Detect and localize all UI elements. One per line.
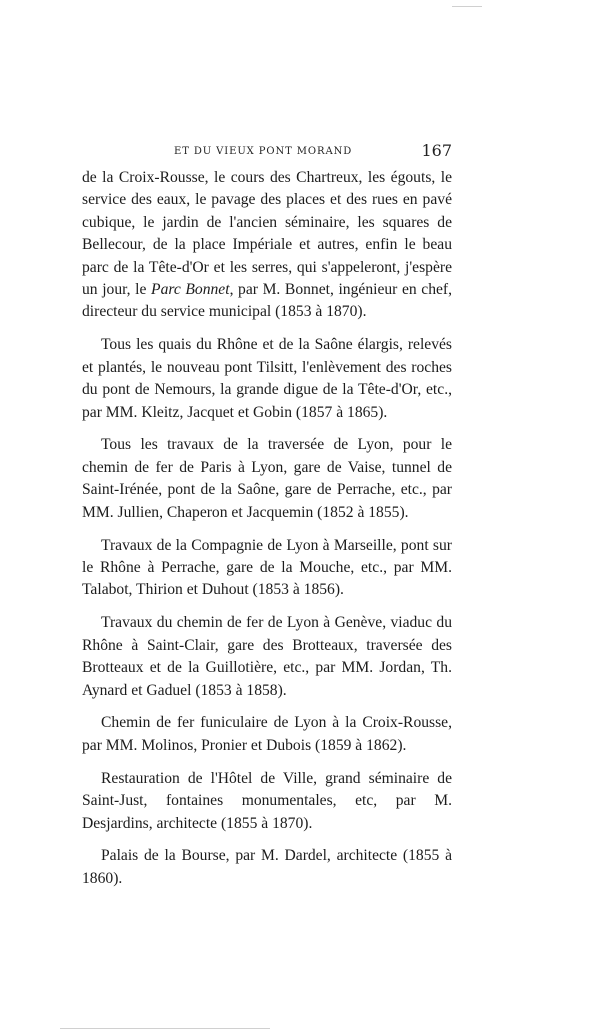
paragraph-6: Chemin de fer funiculaire de Lyon à la Croix-Rousse, par MM. Molinos, Pronier et Dubois (1859 à 1862). xyxy=(82,714,452,754)
paragraph-2: Tous les quais du Rhône et de la Saône élargis, relevés et plantés, le nouveau pont Tilsitt, l'enlèvement des roches du pont de Nemours, la grande digue de la Tête-d'Or, etc., par MM. Kleitz, Jacquet et Gobin (1857 à 1865). xyxy=(82,336,452,421)
parc-bonnet-emphasis: Parc Bonnet xyxy=(151,281,230,299)
paragraph-4: Travaux de la Compagnie de Lyon à Marseille, pont sur le Rhône à Perrache, gare de la Mouche, etc., par MM. Talabot, Thirion et Duhout (1853 à 1856). xyxy=(82,536,452,599)
paragraph-3: Tous les travaux de la traversée de Lyon, pour le chemin de fer de Paris à Lyon, gare de Vaise, tunnel de Saint-Irénée, pont de la Saône, gare de Perrache, etc., par MM. Jullien, Chaperon et Jacquemin (1852 à 1855). xyxy=(82,436,452,521)
body-text xyxy=(82,167,452,901)
paragraph-8: Palais de la Bourse, par M. Dardel, architecte (1855 à 1860). xyxy=(82,847,452,887)
page-header xyxy=(82,141,452,165)
scan-edge-mark-bottom xyxy=(60,1028,270,1029)
scan-edge-mark-top xyxy=(452,6,482,7)
paragraph-1: de la Croix-Rousse, le cours des Chartreux, les égouts, le service des eaux, le pavage des places et des rues en pavé cubique, le jardin de l'ancien séminaire, les squares de Bellecour, de la place Impériale et autres, enfin le beau parc de la Tête-d'Or et les serres, qui s'appeleront, j'espère un jour, le Parc Bonnet, par M. Bonnet, ingénieur en chef, directeur du service municipal (1853 à 1870). xyxy=(82,169,453,321)
paragraph-7: Restauration de l'Hôtel de Ville, grand séminaire de Saint-Just, fontaines monumentales, etc, par M. Desjardins, architecte (1855 à 1870). xyxy=(82,769,452,832)
running-title: ET DU VIEUX PONT MORAND xyxy=(174,146,353,157)
page-number: 167 xyxy=(421,141,452,160)
paragraph-5: Travaux du chemin de fer de Lyon à Genève, viaduc du Rhône à Saint-Clair, gare des Brotteaux, traversée des Brotteaux et de la Guillotière, etc., par MM. Jordan, Th. Aynard et Gaduel (1853 à 1858). xyxy=(82,614,452,699)
